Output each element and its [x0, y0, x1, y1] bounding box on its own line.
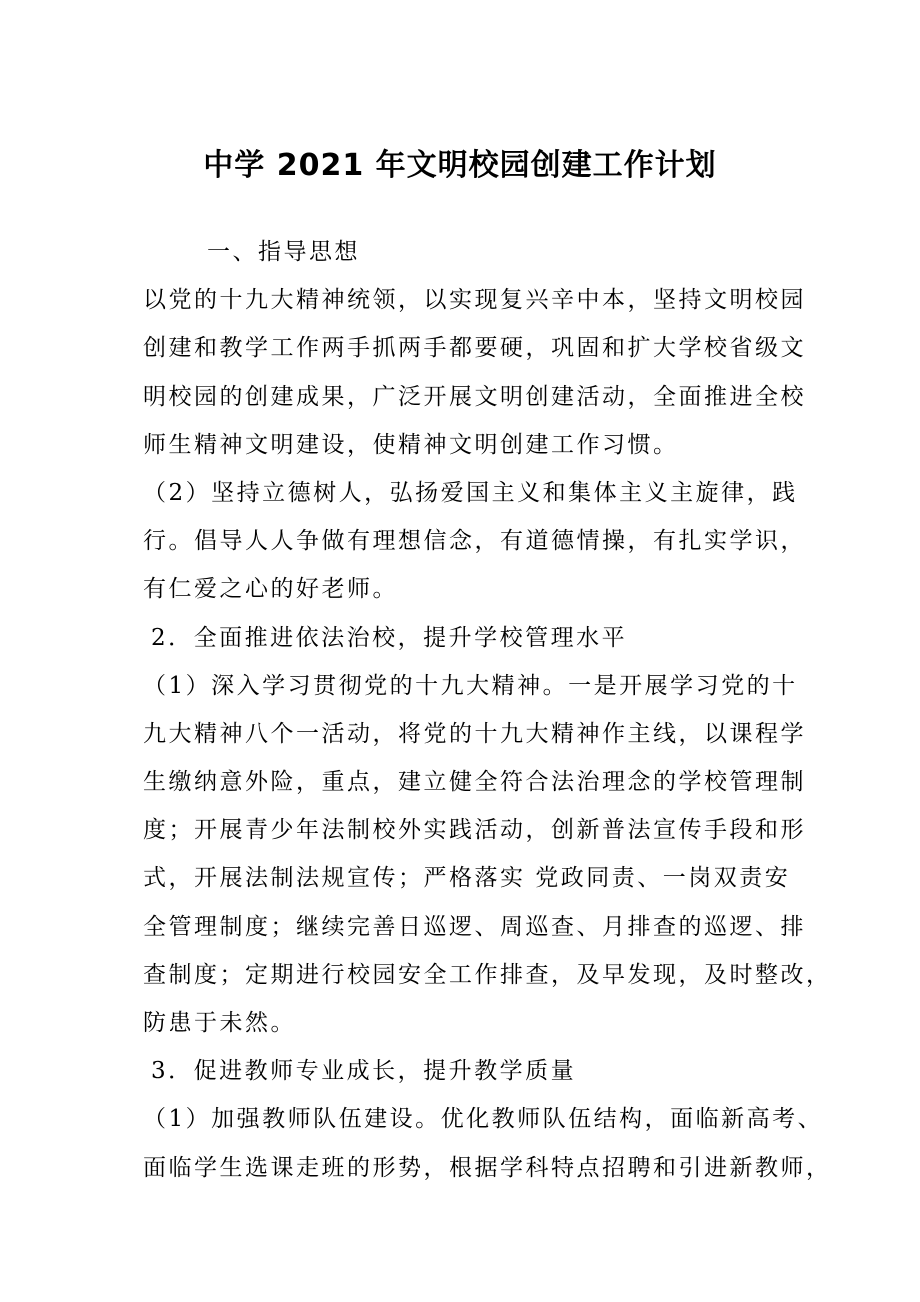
paragraph-line: （1）深入学习贯彻党的十九大精神。一是开展学习党的十 — [143, 672, 798, 699]
paragraph-line: 生缴纳意外险，重点，建立健全符合法治理念的学校管理制 — [143, 769, 806, 796]
paragraph-line: 九大精神八个一活动，将党的十九大精神作主线，以课程学 — [143, 720, 806, 747]
paragraph-line: （2）坚持立德树人，弘扬爱国主义和集体主义主旋律，践 — [143, 479, 798, 506]
paragraph-line: 创建和教学工作两手抓两手都要硬，巩固和扩大学校省级文 — [143, 335, 806, 362]
paragraph-line: 面临学生选课走班的形势，根据学科特点招聘和引进新教师， — [143, 1154, 832, 1181]
paragraph-line: 全管理制度；继续完善日巡逻、周巡查、月排查的巡逻、排 — [143, 913, 806, 940]
document-body — [143, 228, 832, 1192]
paragraph-line: （1）加强教师队伍建设。优化教师队伍结构，面临新高考、 — [143, 1106, 824, 1133]
paragraph-line: 以党的十九大精神统领，以实现复兴辛中本，坚持文明校园 — [143, 287, 806, 314]
paragraph-line: 查制度；定期进行校园安全工作排查，及早发现，及时整改， — [143, 961, 832, 988]
section-heading: 2．全面推进依法治校，提升学校管理水平 — [151, 624, 628, 651]
paragraph-line: 式，开展法制法规宣传；严格落实 党政同责、一岗双责安 — [143, 865, 791, 892]
paragraph-line: 有仁爱之心的好老师。 — [143, 576, 398, 603]
document-title: 中学 2021 年文明校园创建工作计划 — [203, 148, 717, 183]
paragraph-line: 防患于未然。 — [143, 1010, 296, 1036]
section-heading: 一、指导思想 — [207, 239, 360, 265]
paragraph-line: 明校园的创建成果，广泛开展文明创建活动，全面推进全校 — [143, 383, 806, 410]
paragraph-line: 师生精神文明建设，使精神文明创建工作习惯。 — [143, 431, 679, 458]
paragraph-line: 行。倡导人人争做有理想信念，有道德情操，有扎实学识， — [143, 528, 806, 555]
paragraph-line: 度；开展青少年法制校外实践活动，创新普法宣传手段和形 — [143, 817, 806, 844]
section-heading: 3．促进教师专业成长，提升教学质量 — [151, 1058, 577, 1085]
